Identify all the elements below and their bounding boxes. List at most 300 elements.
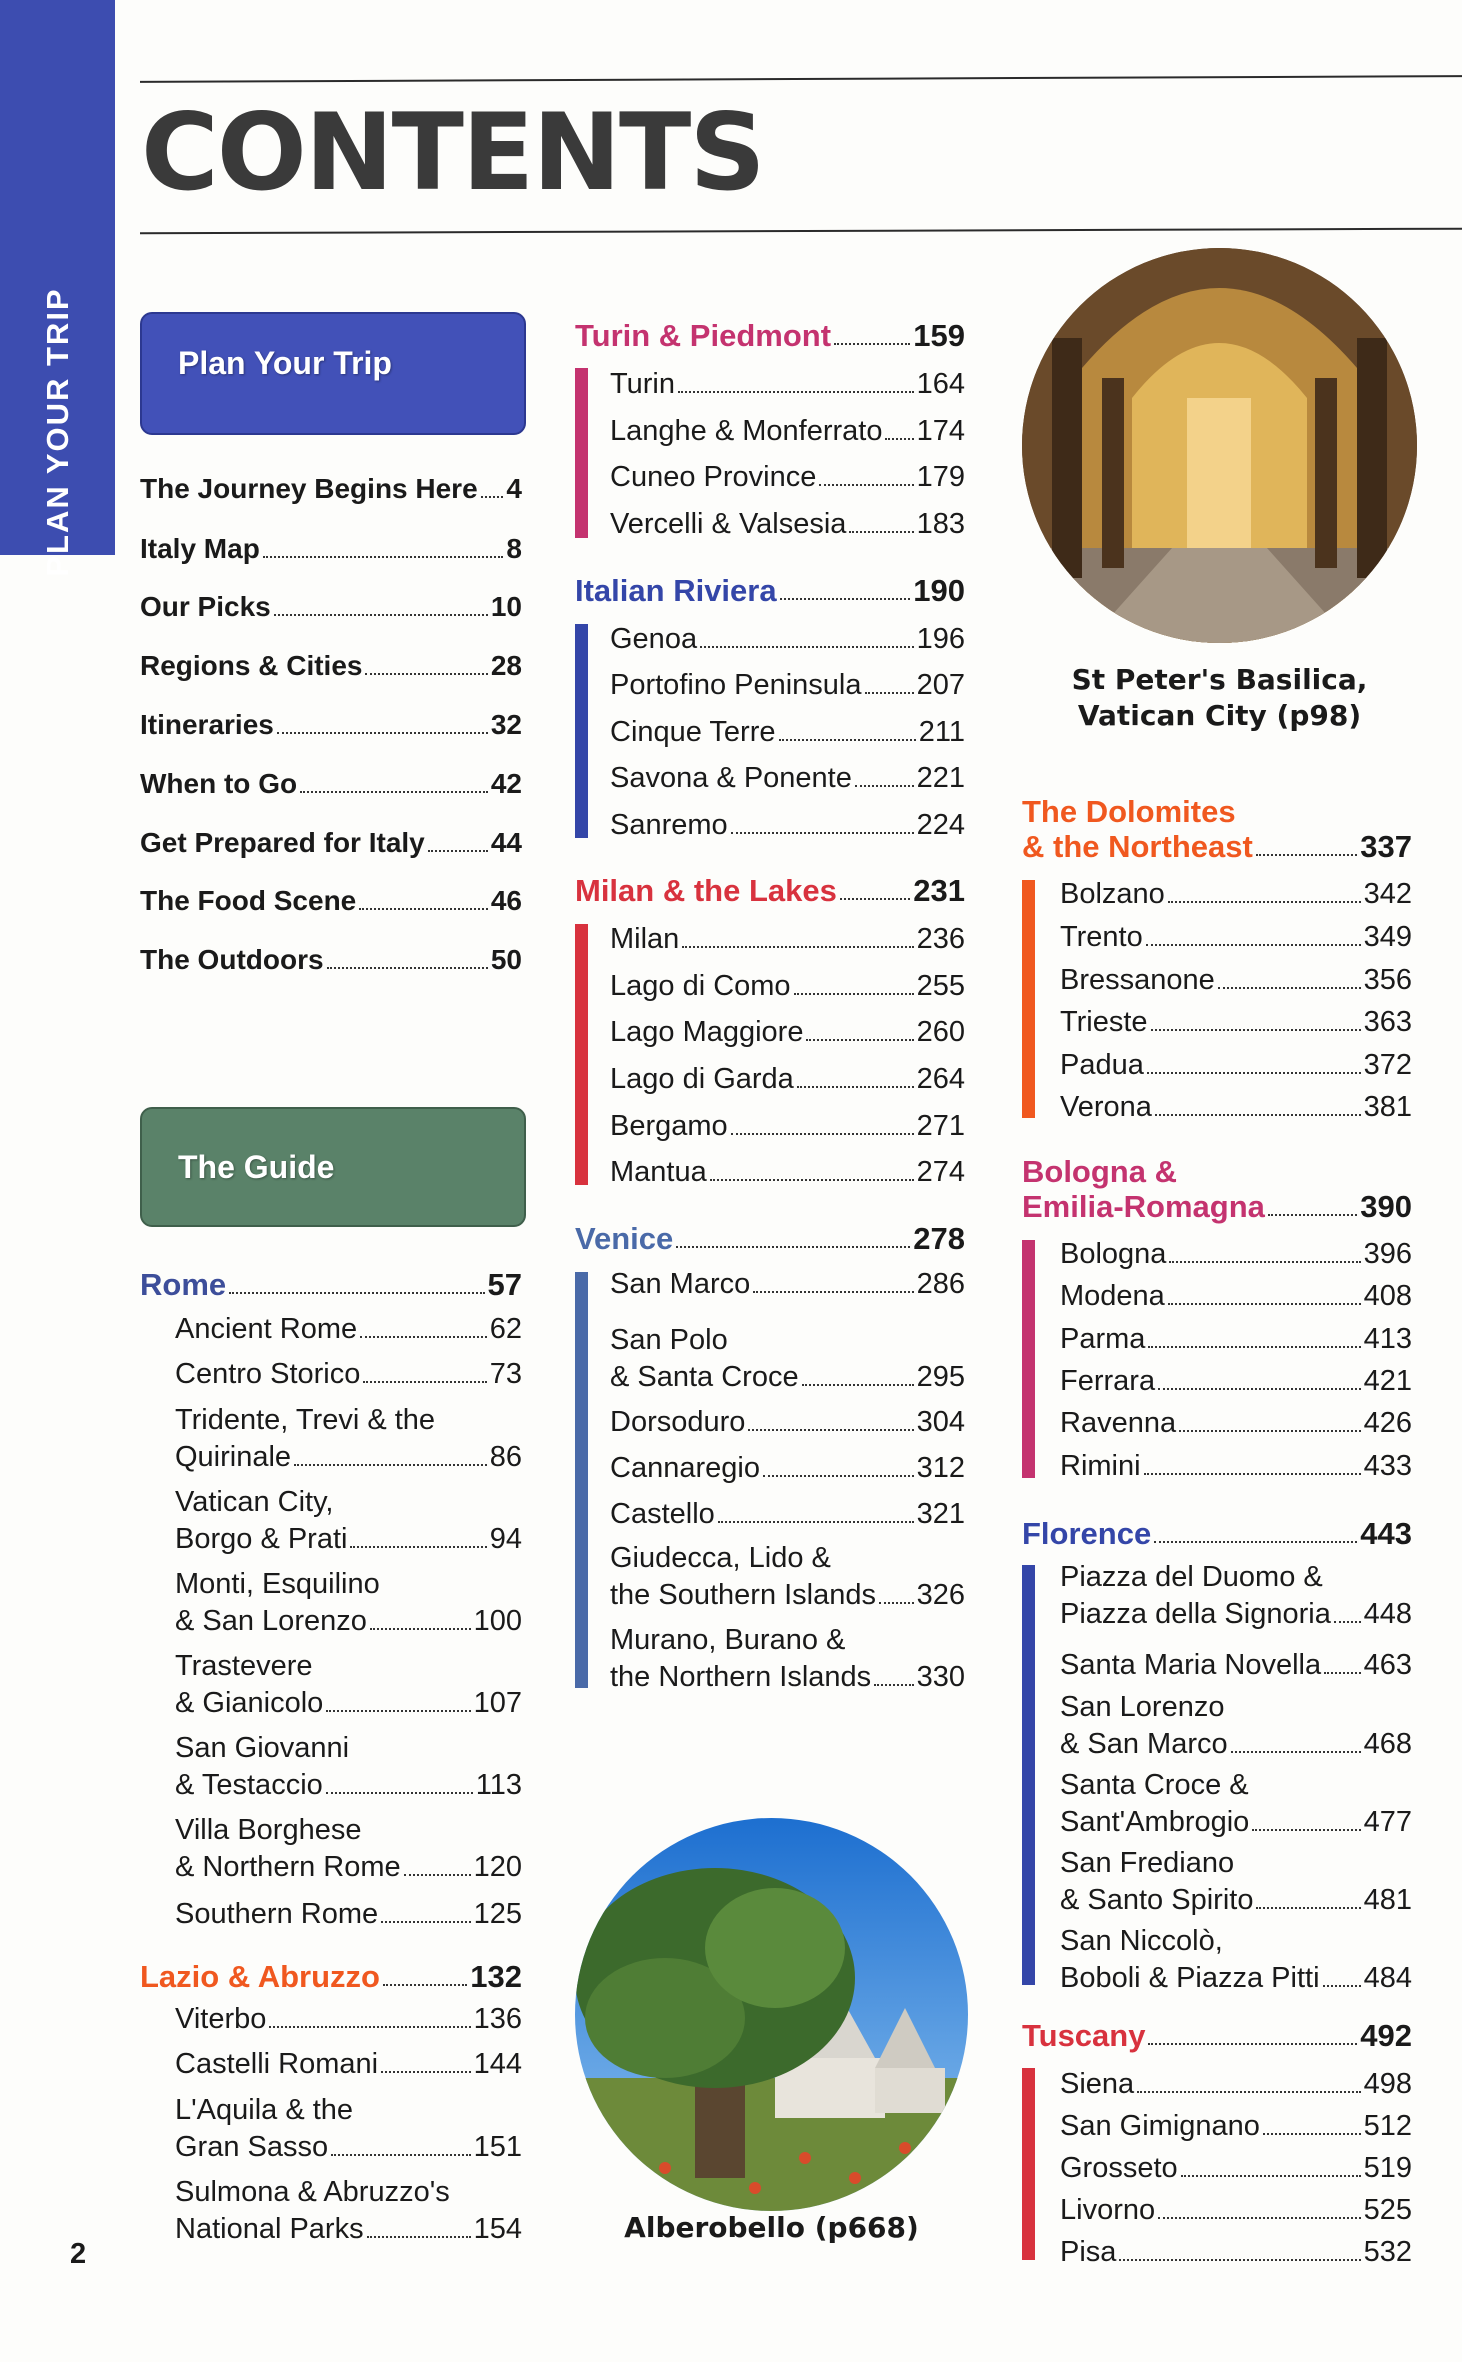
dolomites-item[interactable] [1060, 1048, 1412, 1082]
leader-dots [404, 1874, 471, 1876]
leader-dots [277, 732, 488, 734]
florence-item-l1: San Frediano [1060, 1847, 1235, 1879]
plan-item-page: 42 [490, 768, 522, 799]
bologna-item-label: Parma [1060, 1323, 1146, 1355]
guide-heading-label: The Guide [178, 1148, 335, 1185]
dolomites-item-page: 349 [1363, 921, 1412, 953]
plan-item[interactable] [140, 826, 522, 860]
leader-dots [294, 1464, 487, 1466]
dolomites-heading-l1[interactable]: The Dolomites [1022, 794, 1236, 829]
florence-item-l1: Piazza del Duomo & [1060, 1561, 1323, 1593]
leader-dots [700, 646, 914, 648]
rome-item[interactable] [175, 1768, 522, 1802]
leader-dots [300, 791, 488, 793]
venice-item[interactable] [610, 1497, 965, 1531]
venice-item-label: the Northern Islands [610, 1661, 872, 1693]
leader-dots [1256, 1907, 1360, 1909]
leader-dots [1252, 1829, 1360, 1831]
lazio-item-l1: Sulmona & Abruzzo's [175, 2176, 450, 2208]
dolomites-item-label: Bolzano [1060, 878, 1165, 910]
leader-dots [794, 993, 914, 995]
florence-heading-label: Florence [1022, 1516, 1152, 1551]
plan-item-page: 44 [490, 827, 522, 858]
leader-dots [263, 556, 504, 558]
dolomites-item[interactable] [1060, 963, 1412, 997]
plan-item-label: Our Picks [140, 591, 271, 622]
leader-dots [840, 898, 910, 900]
riviera-item[interactable] [610, 622, 965, 656]
venice-heading-page: 278 [913, 1221, 965, 1256]
piedmont-item-label: Turin [610, 368, 675, 400]
dolomites-item-page: 372 [1363, 1049, 1412, 1081]
riviera-item[interactable] [610, 761, 965, 795]
venice-item-label: & Santa Croce [610, 1361, 799, 1393]
leader-dots [363, 1381, 486, 1383]
leader-dots [1158, 1388, 1361, 1390]
rome-item-label: Southern Rome [175, 1898, 379, 1930]
florence-item-page: 481 [1363, 1884, 1412, 1916]
tuscany-item-label: San Gimignano [1060, 2110, 1260, 2142]
lazio-heading-page: 132 [470, 1959, 522, 1994]
tuscany-item-label: Siena [1060, 2068, 1135, 2100]
venice-item-page: 312 [916, 1452, 965, 1484]
venice-item-page: 286 [916, 1268, 965, 1300]
leader-dots [365, 673, 487, 675]
leader-dots [874, 1684, 913, 1686]
dolomites-heading-page: 337 [1360, 829, 1412, 864]
plan-item-label: The Outdoors [140, 944, 324, 975]
bologna-item[interactable] [1060, 1237, 1412, 1271]
tuscany-item[interactable] [1060, 2235, 1412, 2269]
dolomites-item-label: Bressanone [1060, 964, 1215, 996]
leader-dots [678, 391, 914, 393]
rome-item-label: Centro Storico [175, 1358, 361, 1390]
bologna-item-label: Ravenna [1060, 1407, 1177, 1439]
piedmont-heading-page: 159 [913, 318, 965, 353]
lazio-item[interactable] [175, 2212, 522, 2246]
milan-heading[interactable] [575, 874, 965, 908]
leader-dots [718, 1521, 914, 1523]
bologna-item[interactable] [1060, 1279, 1412, 1313]
dolomites-item[interactable] [1060, 877, 1412, 911]
leader-dots [1268, 1214, 1357, 1216]
dolomites-stripe [1022, 880, 1035, 1118]
milan-item[interactable] [610, 1109, 965, 1143]
venice-item[interactable] [610, 1405, 965, 1439]
st-peters-caption [1022, 662, 1417, 734]
leader-dots [1158, 2217, 1360, 2219]
dolomites-item-label: Verona [1060, 1091, 1152, 1123]
riviera-heading-label: Italian Riviera [575, 573, 777, 608]
leader-dots [381, 2071, 471, 2073]
venice-item-page: 321 [916, 1498, 965, 1530]
rome-item-l1: Villa Borghese [175, 1814, 362, 1846]
leader-dots [1119, 2259, 1360, 2261]
lazio-item-label: Viterbo [175, 2003, 267, 2035]
leader-dots [381, 1921, 470, 1923]
milan-item-page: 260 [916, 1016, 965, 1048]
venice-heading[interactable] [575, 1222, 965, 1256]
leader-dots [428, 850, 488, 852]
plan-item-label: Regions & Cities [140, 650, 363, 681]
leader-dots [1147, 1072, 1361, 1074]
milan-stripe [575, 924, 588, 1185]
leader-dots [1155, 1114, 1361, 1116]
leader-dots [1324, 1672, 1360, 1674]
florence-stripe [1022, 1565, 1035, 1985]
florence-item-label: Sant'Ambrogio [1060, 1806, 1250, 1838]
bologna-item-label: Ferrara [1060, 1365, 1156, 1397]
leader-dots [855, 785, 914, 787]
milan-heading-label: Milan & the Lakes [575, 873, 837, 908]
leader-dots [1334, 1621, 1361, 1623]
leader-dots [1168, 1303, 1361, 1305]
rome-item-l1: Monti, Esquilino [175, 1568, 380, 1600]
florence-item[interactable] [1060, 1727, 1412, 1761]
florence-item[interactable] [1060, 1961, 1412, 1995]
tuscany-item-page: 532 [1363, 2236, 1412, 2268]
riviera-item-label: Portofino Peninsula [610, 669, 862, 701]
florence-item-l1: San Lorenzo [1060, 1691, 1225, 1723]
florence-item-l1: San Niccolò, [1060, 1925, 1223, 1957]
rome-item-page: 86 [489, 1441, 522, 1473]
florence-item[interactable] [1060, 1805, 1412, 1839]
plan-item-label: When to Go [140, 768, 298, 799]
bologna-item-page: 396 [1363, 1238, 1412, 1270]
leader-dots [763, 1475, 914, 1477]
bologna-item-page: 408 [1363, 1280, 1412, 1312]
milan-item-label: Lago di Garda [610, 1063, 794, 1095]
florence-item-page: 468 [1363, 1728, 1412, 1760]
leader-dots [1263, 2133, 1361, 2135]
rome-item[interactable] [175, 1522, 522, 1556]
piedmont-heading[interactable] [575, 319, 965, 353]
leader-dots [370, 1628, 471, 1630]
piedmont-item[interactable] [610, 507, 965, 541]
lazio-item-page: 151 [473, 2131, 522, 2163]
rome-item-page: 100 [473, 1605, 522, 1637]
rome-heading-page: 57 [487, 1267, 522, 1302]
piedmont-item[interactable] [610, 414, 965, 448]
florence-item-l1: Santa Croce & [1060, 1769, 1249, 1801]
tuscany-item[interactable] [1060, 2067, 1412, 2101]
dolomites-heading-label: & the Northeast [1022, 829, 1253, 864]
leader-dots [802, 1384, 914, 1386]
side-tab [0, 0, 115, 577]
leader-dots [1151, 1029, 1361, 1031]
bologna-heading-label: Emilia-Romagna [1022, 1189, 1265, 1224]
leader-dots [326, 1710, 470, 1712]
dolomites-item-page: 363 [1363, 1006, 1412, 1038]
plan-item-page: 46 [490, 885, 522, 916]
plan-item[interactable] [140, 943, 522, 977]
leader-dots [1154, 1541, 1357, 1543]
page-number: 2 [70, 2238, 87, 2270]
leader-dots [1148, 1346, 1360, 1348]
florence-item-page: 477 [1363, 1806, 1412, 1838]
milan-item[interactable] [610, 1062, 965, 1096]
rome-item[interactable] [175, 1312, 522, 1346]
bologna-item[interactable] [1060, 1449, 1412, 1483]
side-tab-label: PLAN YOUR TRIP [40, 287, 75, 577]
piedmont-item-label: Langhe & Monferrato [610, 415, 883, 447]
leader-dots [1181, 2175, 1361, 2177]
plan-item-label: Itineraries [140, 709, 274, 740]
riviera-item-label: Sanremo [610, 809, 728, 841]
riviera-heading[interactable] [575, 574, 965, 608]
milan-item-label: Lago Maggiore [610, 1016, 804, 1048]
leader-dots [1179, 1430, 1361, 1432]
leader-dots [710, 1179, 914, 1181]
leader-dots [1169, 1261, 1360, 1263]
piedmont-heading-label: Turin & Piedmont [575, 318, 832, 353]
bologna-heading-l1[interactable]: Bologna & [1022, 1154, 1177, 1189]
leader-dots [1168, 901, 1361, 903]
leader-dots [731, 1133, 914, 1135]
lazio-item-label: Gran Sasso [175, 2131, 329, 2163]
bologna-heading[interactable] [1022, 1190, 1412, 1224]
piedmont-item[interactable] [610, 367, 965, 401]
plan-item-label: Italy Map [140, 533, 260, 564]
plan-item[interactable] [140, 884, 522, 918]
alberobello-photo [575, 1818, 968, 2211]
tuscany-heading[interactable] [1022, 2019, 1412, 2053]
plan-item[interactable] [140, 649, 522, 683]
plan-item-label: The Food Scene [140, 885, 357, 916]
leader-dots [676, 1246, 910, 1248]
riviera-item[interactable] [610, 668, 965, 702]
plan-item[interactable] [140, 708, 522, 742]
florence-heading[interactable] [1022, 1517, 1412, 1551]
leader-dots [731, 832, 914, 834]
rome-item-page: 125 [473, 1898, 522, 1930]
plan-item-page: 10 [490, 591, 522, 622]
tuscany-item-page: 525 [1363, 2194, 1412, 2226]
piedmont-item-page: 183 [916, 508, 965, 540]
venice-item-label: Cannaregio [610, 1452, 760, 1484]
bologna-item-label: Modena [1060, 1280, 1165, 1312]
leader-dots [806, 1039, 913, 1041]
florence-item[interactable] [1060, 1597, 1412, 1631]
florence-item-page: 448 [1363, 1598, 1412, 1630]
dolomites-item-label: Padua [1060, 1049, 1144, 1081]
bologna-item-page: 421 [1363, 1365, 1412, 1397]
leader-dots [383, 1984, 467, 1986]
venice-item[interactable] [610, 1267, 965, 1301]
bologna-item-page: 413 [1363, 1323, 1412, 1355]
bologna-item-label: Bologna [1060, 1238, 1167, 1270]
tuscany-heading-page: 492 [1360, 2018, 1412, 2053]
st-peters-caption-line2: Vatican City (p98) [1077, 699, 1362, 732]
venice-item[interactable] [610, 1578, 965, 1612]
florence-heading-page: 443 [1360, 1516, 1412, 1551]
rome-item[interactable] [175, 1357, 522, 1391]
rome-item-page: 62 [489, 1313, 522, 1345]
plan-item-page: 28 [490, 650, 522, 681]
plan-heading-label: Plan Your Trip [178, 345, 392, 381]
lazio-heading-label: Lazio & Abruzzo [140, 1959, 380, 1994]
leader-dots [327, 967, 488, 969]
rome-item-label: & Northern Rome [175, 1851, 401, 1883]
venice-item-page: 326 [916, 1579, 965, 1611]
piedmont-item[interactable] [610, 460, 965, 494]
venice-item-page: 304 [916, 1406, 965, 1438]
lazio-item[interactable] [175, 2130, 522, 2164]
venice-item[interactable] [610, 1360, 965, 1394]
leader-dots [1137, 2091, 1360, 2093]
leader-dots [1144, 1473, 1361, 1475]
piedmont-stripe [575, 368, 588, 538]
plan-item[interactable] [140, 767, 522, 801]
plan-item-page: 50 [490, 944, 522, 975]
bologna-item[interactable] [1060, 1364, 1412, 1398]
tuscany-heading-label: Tuscany [1022, 2018, 1146, 2053]
leader-dots [753, 1291, 913, 1293]
leader-dots [359, 908, 488, 910]
leader-dots [326, 1792, 473, 1794]
rome-item[interactable] [175, 1686, 522, 1720]
rome-heading-label: Rome [140, 1267, 227, 1302]
the-guide-heading[interactable] [140, 1107, 526, 1227]
tuscany-item-page: 512 [1363, 2110, 1412, 2142]
rome-item-l1: Vatican City, [175, 1486, 334, 1518]
milan-item[interactable] [610, 1015, 965, 1049]
leader-dots [269, 2026, 470, 2028]
riviera-item[interactable] [610, 808, 965, 842]
rome-item-label: & San Lorenzo [175, 1605, 367, 1637]
florence-item[interactable] [1060, 1648, 1412, 1682]
bologna-item-page: 433 [1363, 1450, 1412, 1482]
venice-item-label: Dorsoduro [610, 1406, 746, 1438]
riviera-item-page: 221 [916, 762, 965, 794]
plan-item[interactable] [140, 532, 522, 566]
florence-item-label: Piazza della Signoria [1060, 1598, 1331, 1630]
plan-item[interactable] [140, 472, 522, 506]
leader-dots [1323, 1985, 1361, 1987]
venice-item-l1: Giudecca, Lido & [610, 1542, 831, 1574]
milan-item-label: Mantua [610, 1156, 707, 1188]
piedmont-item-label: Cuneo Province [610, 461, 817, 493]
florence-item[interactable] [1060, 1883, 1412, 1917]
milan-item[interactable] [610, 922, 965, 956]
rome-item[interactable] [175, 1440, 522, 1474]
milan-item[interactable] [610, 1155, 965, 1189]
venice-item[interactable] [610, 1451, 965, 1485]
rome-item-l1: Tridente, Trevi & the [175, 1404, 436, 1436]
venice-item-label: the Southern Islands [610, 1579, 877, 1611]
riviera-item-page: 196 [916, 623, 965, 655]
venice-item[interactable] [610, 1660, 965, 1694]
lazio-item-l1: L'Aquila & the [175, 2094, 354, 2126]
dolomites-item[interactable] [1060, 920, 1412, 954]
milan-heading-page: 231 [913, 873, 965, 908]
alberobello-caption: Alberobello (p668) [624, 2211, 919, 2244]
rome-item-page: 113 [475, 1769, 522, 1801]
rome-item-page: 107 [473, 1687, 522, 1719]
lazio-item-page: 136 [473, 2003, 522, 2035]
leader-dots [879, 1602, 914, 1604]
top-rule [140, 75, 1462, 83]
leader-dots [1218, 987, 1361, 989]
riviera-item-page: 207 [916, 669, 965, 701]
rome-item-label: Quirinale [175, 1441, 292, 1473]
tuscany-item[interactable] [1060, 2151, 1412, 2185]
dolomites-heading[interactable] [1022, 830, 1412, 864]
leader-dots [367, 2236, 471, 2238]
lazio-item-page: 154 [473, 2213, 522, 2245]
riviera-item-label: Cinque Terre [610, 716, 776, 748]
rome-item[interactable] [175, 1850, 522, 1884]
milan-item-page: 264 [916, 1063, 965, 1095]
leader-dots [229, 1292, 484, 1294]
milan-item[interactable] [610, 969, 965, 1003]
tuscany-item[interactable] [1060, 2193, 1412, 2227]
tuscany-item[interactable] [1060, 2109, 1412, 2143]
riviera-item-label: Savona & Ponente [610, 762, 852, 794]
rome-heading[interactable] [140, 1268, 522, 1302]
leader-dots [748, 1429, 913, 1431]
dolomites-item-page: 356 [1363, 964, 1412, 996]
rome-item-page: 120 [473, 1851, 522, 1883]
rome-item-page: 73 [489, 1358, 522, 1390]
milan-item-page: 274 [916, 1156, 965, 1188]
st-peters-photo [1022, 248, 1417, 643]
leader-dots [331, 2154, 470, 2156]
dolomites-item-page: 381 [1363, 1091, 1412, 1123]
title-rule [140, 228, 1462, 235]
dolomites-item[interactable] [1060, 1005, 1412, 1039]
lazio-heading[interactable] [140, 1960, 522, 1994]
rome-item[interactable] [175, 1604, 522, 1638]
milan-item-label: Milan [610, 923, 680, 955]
leader-dots [682, 946, 913, 948]
dolomites-item[interactable] [1060, 1090, 1412, 1124]
riviera-item[interactable] [610, 715, 965, 749]
leader-dots [834, 343, 910, 345]
plan-item-page: 32 [490, 709, 522, 740]
dolomites-item-label: Trento [1060, 921, 1143, 953]
tuscany-item-label: Pisa [1060, 2236, 1117, 2268]
leader-dots [849, 531, 913, 533]
tuscany-item-label: Livorno [1060, 2194, 1156, 2226]
plan-item-label: The Journey Begins Here [140, 473, 478, 504]
florence-item-label: Santa Maria Novella [1060, 1649, 1322, 1681]
bologna-item[interactable] [1060, 1406, 1412, 1440]
florence-item-page: 484 [1363, 1962, 1412, 1994]
dolomites-item-page: 342 [1363, 878, 1412, 910]
piedmont-item-page: 179 [916, 461, 965, 493]
lazio-item[interactable] [175, 2002, 522, 2036]
dolomites-item-label: Trieste [1060, 1006, 1148, 1038]
piedmont-item-page: 164 [916, 368, 965, 400]
milan-item-label: Bergamo [610, 1110, 728, 1142]
plan-your-trip-heading[interactable] [140, 312, 526, 435]
riviera-item-label: Genoa [610, 623, 698, 655]
plan-item[interactable] [140, 590, 522, 624]
lazio-item[interactable] [175, 2047, 522, 2081]
bologna-heading-page: 390 [1360, 1189, 1412, 1224]
florence-item-label: Boboli & Piazza Pitti [1060, 1962, 1320, 1994]
rome-item[interactable] [175, 1897, 522, 1931]
venice-item-page: 330 [916, 1661, 965, 1693]
bologna-item[interactable] [1060, 1322, 1412, 1356]
leader-dots [1148, 2043, 1357, 2045]
plan-item-page: 4 [506, 473, 522, 504]
florence-item-page: 463 [1363, 1649, 1412, 1681]
leader-dots [274, 614, 488, 616]
bologna-item-page: 426 [1363, 1407, 1412, 1439]
rome-item-label: Ancient Rome [175, 1313, 358, 1345]
